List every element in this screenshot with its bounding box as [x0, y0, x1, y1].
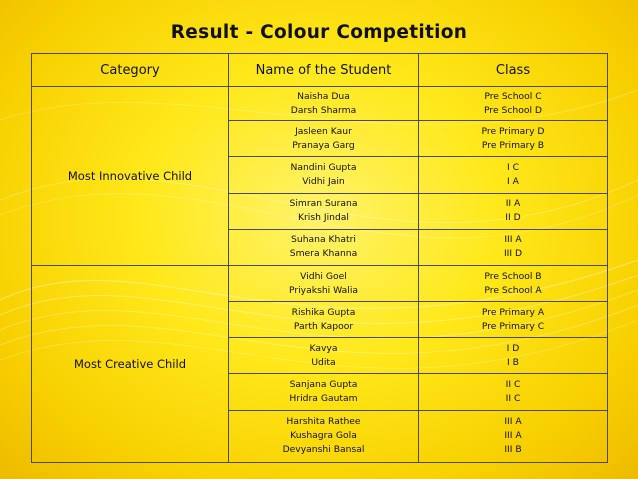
table-header-row [32, 54, 608, 87]
student-name: Udita [311, 356, 336, 368]
student-name: Sanjana Gupta [289, 379, 358, 391]
student-class: Pre School B [484, 270, 542, 282]
student-class: III B [504, 444, 522, 456]
class-cell [419, 229, 608, 265]
category-cell: Most Innovative Child [32, 87, 229, 266]
student-class: II D [505, 212, 521, 224]
student-class: Pre Primary A [481, 306, 545, 318]
student-name: Jasleen Kaur [295, 125, 352, 137]
student-class: Pre Primary C [481, 320, 545, 332]
class-cell [419, 374, 608, 410]
student-names-cell [229, 121, 419, 157]
student-names-cell [229, 410, 419, 462]
student-names-cell [229, 338, 419, 374]
class-cell [419, 121, 608, 157]
student-name: Harshita Rathee [286, 416, 361, 428]
table-row [32, 87, 608, 121]
student-class: III A [504, 234, 522, 246]
header-category: Category [32, 54, 229, 87]
student-class: I C [506, 161, 520, 173]
class-cell [419, 410, 608, 462]
student-name: Smera Khanna [289, 248, 358, 260]
student-class: I D [506, 342, 520, 354]
student-name: Pranaya Garg [292, 139, 355, 151]
student-name: Darsh Sharma [290, 104, 357, 116]
student-class: III D [503, 248, 523, 260]
class-cell [419, 338, 608, 374]
class-cell [419, 302, 608, 338]
student-class: Pre School D [483, 104, 543, 116]
student-class: Pre Primary D [481, 125, 545, 137]
student-names-cell [229, 302, 419, 338]
student-class: II C [505, 379, 521, 391]
header-student-name: Name of the Student [229, 54, 419, 87]
class-cell [419, 157, 608, 193]
student-names-cell [229, 87, 419, 121]
student-name: Devyanshi Bansal [282, 444, 365, 456]
class-cell [419, 265, 608, 301]
student-name: Simran Surana [289, 198, 358, 210]
results-table [31, 53, 608, 463]
student-class: II C [505, 393, 521, 405]
student-class: II A [505, 198, 521, 210]
student-name: Vidhi Goel [300, 270, 347, 282]
student-names-cell [229, 374, 419, 410]
student-name: Krish Jindal [298, 212, 349, 224]
student-name: Naisha Dua [297, 90, 350, 102]
class-cell [419, 193, 608, 229]
student-name: Priyakshi Walia [288, 284, 359, 296]
student-name: Kushagra Gola [290, 430, 357, 442]
student-name: Hridra Gautam [289, 393, 358, 405]
student-class: Pre Primary B [481, 139, 545, 151]
category-cell: Most Creative Child [32, 265, 229, 462]
student-name: Rishika Gupta [291, 306, 356, 318]
table-row [32, 265, 608, 301]
header-class: Class [419, 54, 608, 87]
student-names-cell [229, 157, 419, 193]
student-class: I A [507, 175, 519, 187]
student-class: III A [504, 416, 522, 428]
student-name: Suhana Khatri [291, 234, 356, 246]
student-names-cell [229, 265, 419, 301]
results-body [32, 87, 608, 463]
student-name: Kavya [309, 342, 338, 354]
class-cell [419, 87, 608, 121]
student-name: Vidhi Jain [302, 175, 345, 187]
page-title: Result - Colour Competition [170, 22, 468, 43]
student-class: III A [504, 430, 522, 442]
student-names-cell [229, 193, 419, 229]
student-names-cell [229, 229, 419, 265]
student-name: Parth Kapoor [293, 320, 354, 332]
student-class: Pre School C [484, 90, 542, 102]
student-name: Nandini Gupta [290, 161, 357, 173]
student-class: Pre School A [484, 284, 542, 296]
student-class: I B [507, 356, 519, 368]
